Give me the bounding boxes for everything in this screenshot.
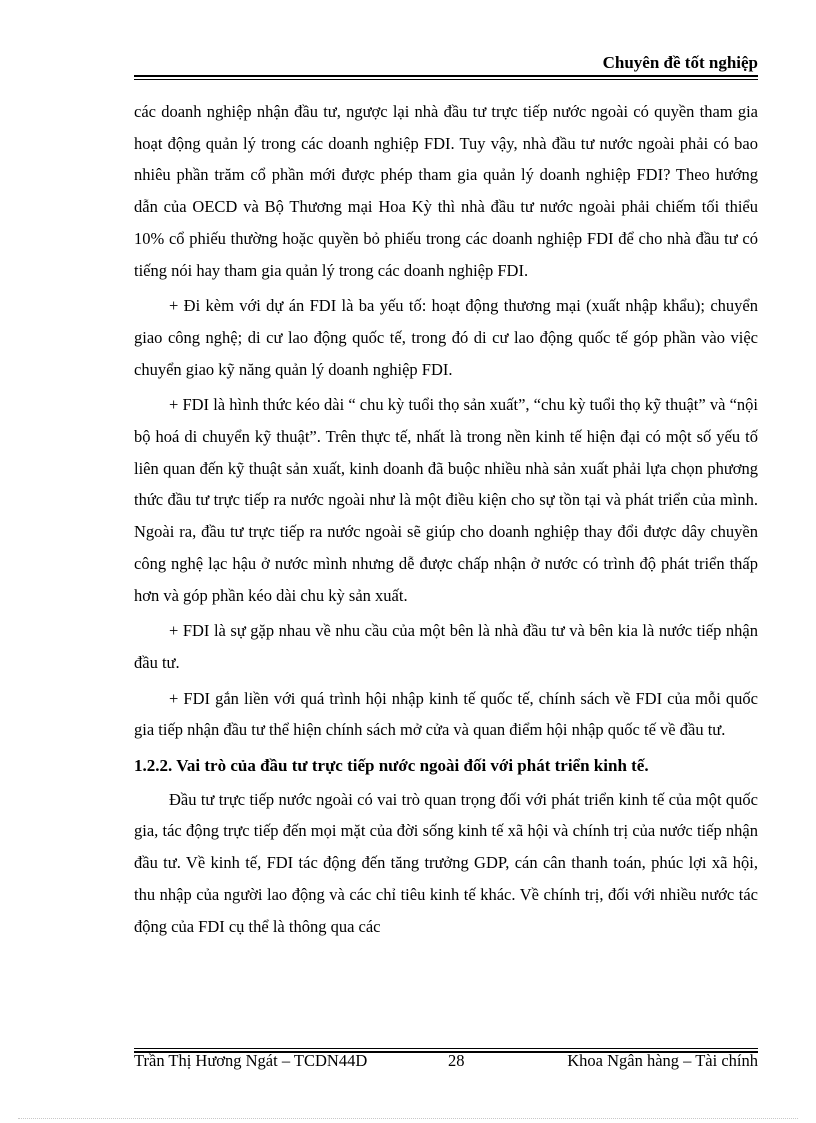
footer-rule-thin <box>134 1048 758 1049</box>
paragraph-meeting-of-needs: + FDI là sự gặp nhau về nhu cầu của một bên là nhà đầu tư và bên kia là nước tiếp nhận đầu tư. <box>134 621 758 672</box>
header-rule-thick <box>134 75 758 77</box>
section-paragraph: Đầu tư trực tiếp nước ngoài có vai trò quan trọng đối với phát triển kinh tế của một quốc gia, tác động trực tiếp đến mọi mặt của đời sống kinh tế xã hội và chính trị của nước tiếp nhận đầu tư. Về kinh tế, FDI tác động đến tăng trưởng GDP, cán cân thanh toán, phúc lợi xã hội, thu nhập của người lao động và các chỉ tiêu kinh tế khác. Về chính trị, đối với nhiều nước tác động của FDI cụ thể là thông qua các <box>134 789 758 936</box>
footer-department: Khoa Ngân hàng – Tài chính <box>567 1051 758 1070</box>
paragraph-continuation: các doanh nghiệp nhận đầu tư, ngược lại nhà đầu tư trực tiếp nước ngoài có quyền tham gia hoạt động quản lý trong các doanh nghiệp FDI. Tuy vậy, nhà đầu tư nước ngoài phải có bao nhiêu phần trăm cổ phần mới được phép tham gia quản lý doanh nghiệp FDI? Theo hướng dẫn của OECD và Bộ Thương mại Hoa Kỳ thì nhà đầu tư nước ngoài phải chiếm tối thiểu 10% cổ phiếu thường hoặc quyền bỏ phiếu trong các doanh nghiệp FDI để cho nhà đầu tư có tiếng nói hay tham gia quản lý trong các doanh nghiệp FDI. <box>134 102 758 280</box>
footer-author: Trần Thị Hương Ngát – TCDN44D <box>134 1051 368 1070</box>
page-header-title: Chuyên đề tốt nghiệp <box>602 53 758 72</box>
paragraph-lifecycle-extension: + FDI là hình thức kéo dài “ chu kỳ tuổi thọ sản xuất”, “chu kỳ tuổi thọ kỹ thuật” và “nội bộ hoá di chuyển kỹ thuật”. Trên thực tế, nhất là trong nền kinh tế hiện đại có một số yếu tố liên quan đến kỹ thuật sản xuất, kinh doanh đã buộc nhiều nhà sản xuất phải lựa chọn phương thức đầu tư trực tiếp ra nước ngoài như là một điều kiện cho sự tồn tại và phát triển của mình. Ngoài ra, đầu tư trực tiếp ra nước ngoài sẽ giúp cho doanh nghiệp thay đổi được dây chuyền công nghệ lạc hậu ở nước mình nhưng dễ được chấp nhận ở nước có trình độ phát triển thấp hơn và góp phần kéo dài chu kỳ sản xuất. <box>134 395 758 605</box>
header-rule-thin <box>134 79 758 80</box>
paragraph-accompanying-factors: + Đi kèm với dự án FDI là ba yếu tố: hoạt động thương mại (xuất nhập khẩu); chuyển giao công nghệ; di cư lao động quốc tế, trong đó di cư lao động quốc tế góp phần vào việc chuyển giao kỹ năng quản lý doanh nghiệp FDI. <box>134 296 758 379</box>
page-footer <box>134 1051 758 1075</box>
page-number: 28 <box>448 1051 465 1070</box>
page-edge-divider <box>18 1118 798 1119</box>
paragraph-integration: + FDI gắn liền với quá trình hội nhập kinh tế quốc tế, chính sách về FDI của mỗi quốc gia tiếp nhận đầu tư thể hiện chính sách mở cửa và quan điểm hội nhập quốc tế về đầu tư. <box>134 688 758 740</box>
section-heading: 1.2.2. Vai trò của đầu tư trực tiếp nước ngoài đối với phát triển kinh tế. <box>134 756 649 776</box>
document-body <box>134 96 758 946</box>
